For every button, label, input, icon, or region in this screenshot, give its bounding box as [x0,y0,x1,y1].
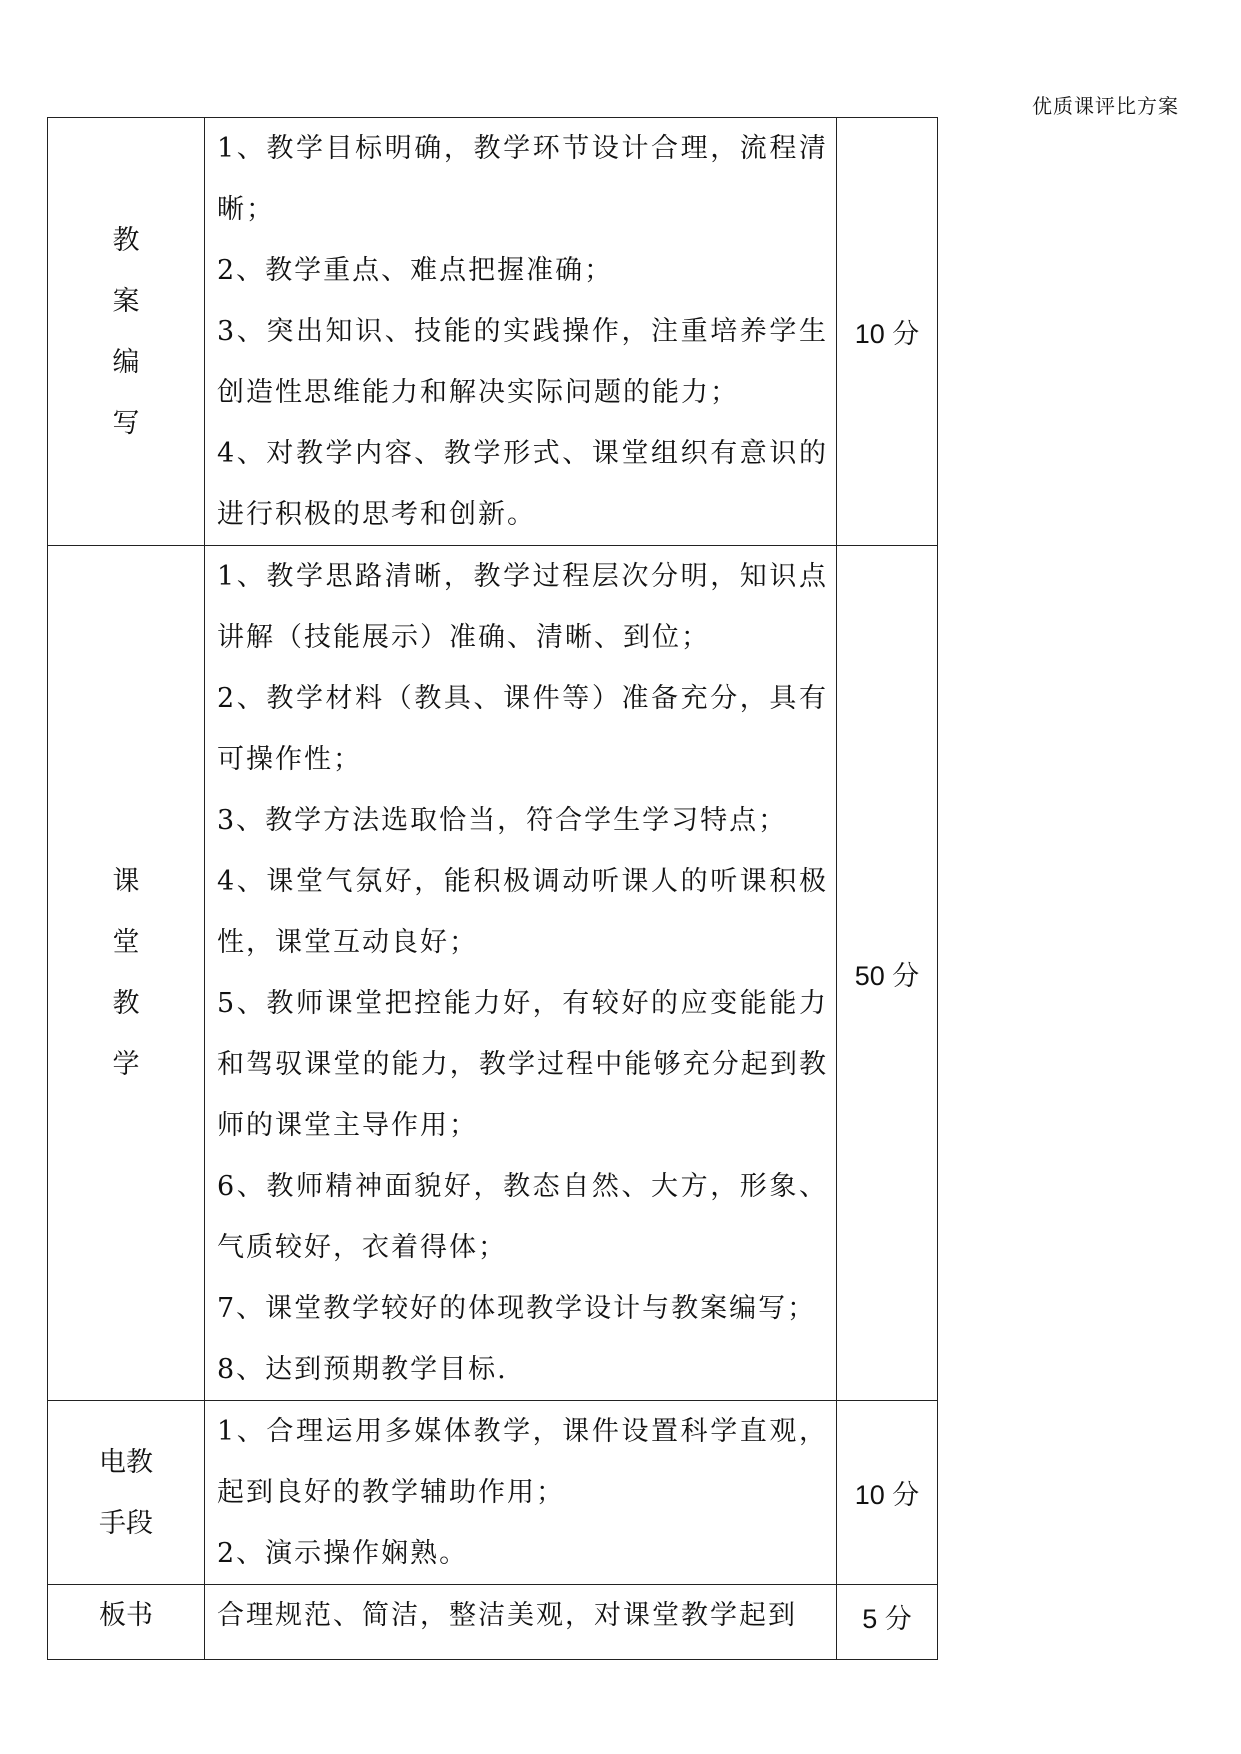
criteria-score: 10 分 [837,118,938,546]
criteria-item: 5、教师课堂把控能力好，有较好的应变能能力和驾驭课堂的能力，教学过程中能够充分起到教师的课堂主导作用； [217,988,828,1141]
criteria-item: 3、教学方法选取恰当，符合学生学习特点； [217,805,788,836]
criteria-item: 3、突出知识、技能的实践操作，注重培养学生创造性思维能力和解决实际问题的能力； [217,316,828,408]
criteria-item: 4、对教学内容、教学形式、课堂组织有意识的进行积极的思考和创新。 [217,438,828,530]
criteria-item: 合理规范、简洁，整洁美观，对课堂教学起到 [217,1600,797,1631]
criteria-item-list [205,1401,836,1584]
criteria-name-cell [48,118,205,546]
criteria-score: 5 分 [837,1585,938,1660]
criteria-row-multimedia [48,1401,938,1585]
criteria-row-blackboard [48,1585,938,1660]
criteria-item: 2、演示操作娴熟。 [217,1538,469,1569]
criteria-name-cell [48,546,205,1401]
criteria-score: 50 分 [837,546,938,1401]
criteria-item: 2、教学材料（教具、课件等）准备充分，具有可操作性； [217,683,828,775]
criteria-row-classroom-teaching [48,546,938,1401]
criteria-score: 10 分 [837,1401,938,1585]
criteria-description-cell [205,118,837,546]
evaluation-criteria-table [47,117,938,1660]
criteria-name: 教案编写 [112,224,140,439]
running-header: 优质课评比方案 [1032,94,1179,118]
criteria-item: 7、课堂教学较好的体现教学设计与教案编写； [217,1293,817,1324]
criteria-item: 8、达到预期教学目标. [217,1354,508,1385]
criteria-row-lesson-plan [48,118,938,546]
criteria-item-list [205,546,836,1400]
criteria-item: 2、教学重点、难点把握准确； [217,255,614,286]
criteria-item: 4、课堂气氛好，能积极调动听课人的听课积极性，课堂互动良好； [217,866,828,958]
criteria-item-list [205,118,836,545]
criteria-item: 6、教师精神面貌好，教态自然、大方，形象、气质较好，衣着得体； [217,1171,828,1263]
criteria-name: 板书 [98,1600,153,1631]
criteria-item: 1、教学目标明确，教学环节设计合理，流程清晰； [217,133,828,225]
criteria-name-cell [48,1401,205,1585]
criteria-item-list [205,1585,836,1646]
criteria-item: 1、教学思路清晰，教学过程层次分明，知识点讲解（技能展示）准确、清晰、到位； [217,561,828,653]
criteria-description-cell [205,1401,837,1585]
criteria-description-cell [205,1585,837,1660]
criteria-name: 课堂教学 [112,866,140,1080]
criteria-item: 1、合理运用多媒体教学，课件设置科学直观，起到良好的教学辅助作用； [217,1416,828,1508]
criteria-description-cell [205,546,837,1401]
criteria-name: 电教手段 [98,1446,153,1539]
criteria-name-cell [48,1585,205,1660]
